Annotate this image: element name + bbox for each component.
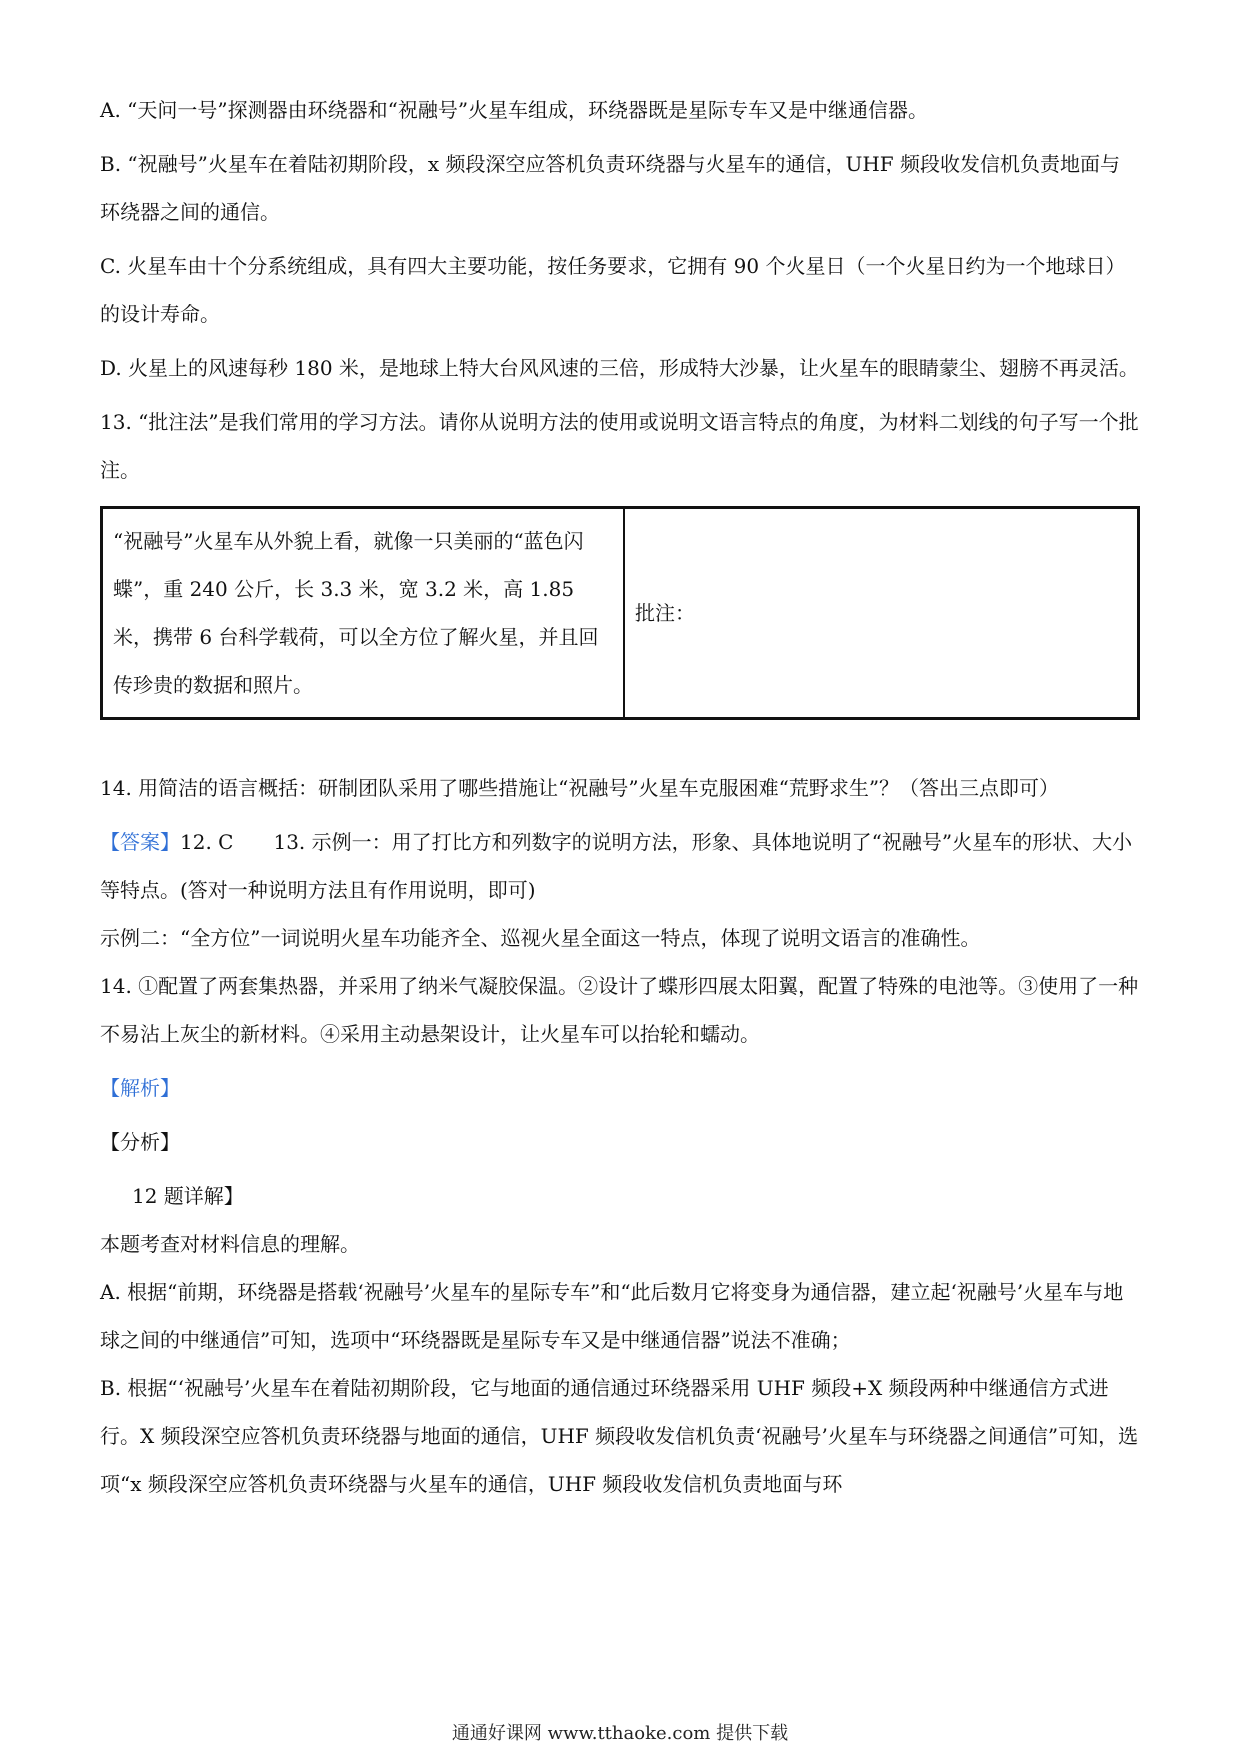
q12-option-d: D. 火星上的风速每秒 180 米，是地球上特大台风风速的三倍，形成特大沙暴，让火星车的眼睛蒙尘、翅膀不再灵活。 <box>100 356 1139 380</box>
analysis-b: B. 根据“‘祝融号’火星车在着陆初期阶段，它与地面的通信通过环绕器采用 UHF 频段+X 频段两种中继通信方式进行。X 频段深空应答机负责环绕器与地面的通信，UHF 频段收发信机负责‘祝融号’火星车与环绕器之间通信”可知，选项“x 频段深空应答机负责环绕器与火星车的通信，UHF 频段收发信机负责地面与环 <box>100 1376 1139 1496</box>
fenxi-label: 【分析】 <box>100 1130 180 1154</box>
q12-option-a: A. “天问一号”探测器由环绕器和“祝融号”火星车组成，环绕器既是星际专车又是中继通信器。 <box>100 98 929 122</box>
annotation-table <box>100 506 1140 720</box>
q12-option-b: B. “祝融号”火星车在着陆初期阶段，x 频段深空应答机负责环绕器与火星车的通信，UHF 频段收发信机负责地面与环绕器之间的通信。 <box>100 152 1121 224</box>
detail-heading: 12 题详解】 <box>132 1184 244 1208</box>
q12-option-c: C. 火星车由十个分系统组成，具有四大主要功能，按任务要求，它拥有 90 个火星日（一个火星日约为一个地球日）的设计寿命。 <box>100 254 1126 326</box>
annotation-quote: “祝融号”火星车从外貌上看，就像一只美丽的“蓝色闪蝶”，重 240 公斤，长 3.3 米，宽 3.2 米，高 1.85 米，携带 6 台科学载荷，可以全方位了解火星，并且回传珍贵的数据和照片。 <box>102 508 625 719</box>
page-footer: 通通好课网 www.tthaoke.com 提供下载 <box>451 1723 789 1744</box>
annotation-cell: 批注： <box>624 508 1139 719</box>
answer-label: 【答案】 <box>100 830 180 854</box>
analysis-a: A. 根据“前期，环绕器是搭载‘祝融号’火星车的星际专车”和“此后数月它将变身为通信器，建立起‘祝融号’火星车与地球之间的中继通信”可知，选项中“环绕器既是星际专车又是中继通信器”说法不准确； <box>100 1280 1124 1352</box>
answer-text-1: 12. C 13. 示例一：用了打比方和列数字的说明方法，形象、具体地说明了“祝融号”火星车的形状、大小等特点。(答对一种说明方法且有作用说明，即可) <box>100 830 1133 902</box>
analysis-label: 【解析】 <box>100 1076 180 1100</box>
answer-line-3: 14. ①配置了两套集热器，并采用了纳米气凝胶保温。②设计了蝶形四展太阳翼，配置了特殊的电池等。③使用了一种不易沾上灰尘的新材料。④采用主动悬架设计，让火星车可以抬轮和蠕动。 <box>100 974 1139 1046</box>
answer-line-1 <box>100 818 1140 914</box>
document-page <box>100 0 1140 1508</box>
answer-line-2: 示例二：“全方位”一词说明火星车功能齐全、巡视火星全面这一特点，体现了说明文语言的准确性。 <box>100 926 981 950</box>
q14-question: 14. 用简洁的语言概括：研制团队采用了哪些措施让“祝融号”火星车克服困难“荒野求生”？（答出三点即可） <box>100 776 1060 800</box>
q13-question: 13. “批注法”是我们常用的学习方法。请你从说明方法的使用或说明文语言特点的角度，为材料二划线的句子写一个批注。 <box>100 410 1139 482</box>
analysis-intro: 本题考查对材料信息的理解。 <box>100 1232 360 1256</box>
